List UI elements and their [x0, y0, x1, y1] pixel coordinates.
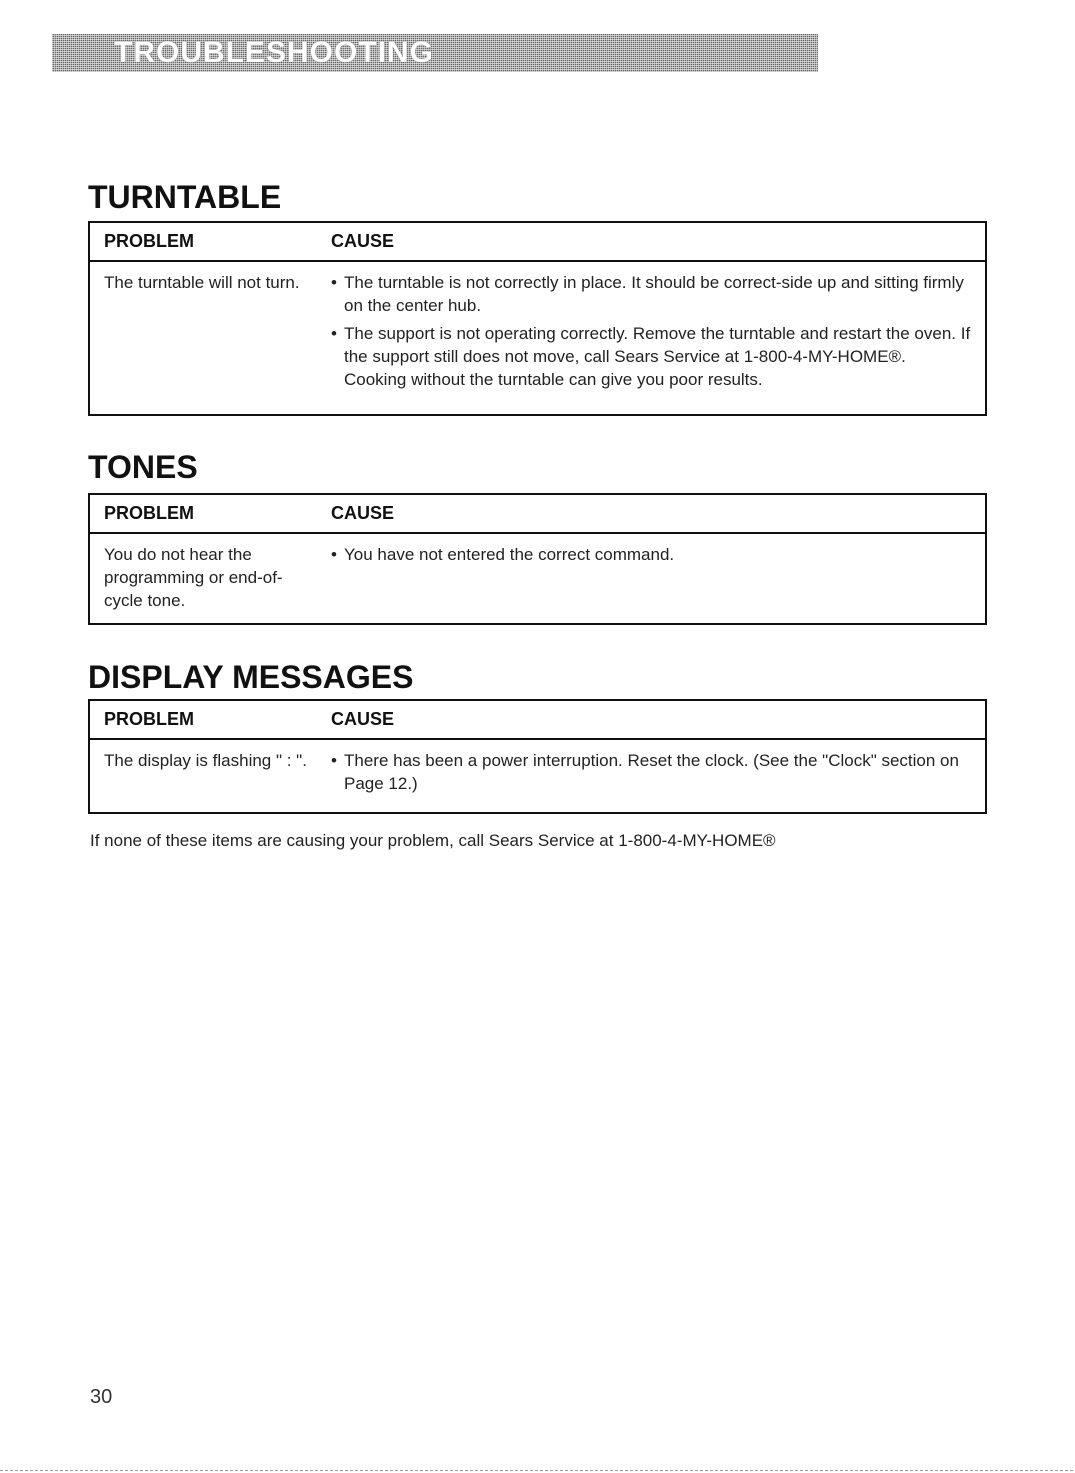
bottom-divider: [0, 1470, 1075, 1471]
footer-note: If none of these items are causing your problem, call Sears Service at 1-800-4-MY-HOME®: [90, 831, 776, 850]
cause-item: [331, 271, 971, 317]
problem-column-header: PROBLEM: [104, 503, 194, 523]
display-messages-table: [88, 699, 987, 814]
cause-column-header: CAUSE: [331, 503, 395, 523]
problem-text: The display is flashing " : ".: [104, 751, 307, 770]
cause-item: [331, 543, 971, 566]
header-banner: [52, 34, 818, 72]
page-number: 30: [90, 1386, 113, 1408]
bullet-icon: •: [331, 545, 337, 564]
cause-text: There has been a power interruption. Reset the clock. (See the "Clock" section on Page 12.): [344, 751, 959, 793]
bullet-icon: •: [331, 751, 337, 770]
cause-list: [331, 271, 971, 396]
table-header: [90, 701, 985, 740]
problem-text: You do not hear the programming or end-of-cycle tone.: [104, 545, 283, 610]
section-title-display-messages: DISPLAY MESSAGES: [88, 659, 414, 695]
cause-text: You have not entered the correct command.: [344, 545, 675, 564]
bullet-icon: •: [331, 273, 337, 292]
cause-item: [331, 749, 971, 795]
section-title-turntable: TURNTABLE: [88, 179, 282, 215]
problem-text: The turntable will not turn.: [104, 273, 300, 292]
turntable-table: [88, 221, 987, 416]
cause-column-header: CAUSE: [331, 709, 395, 729]
cause-column-header: CAUSE: [331, 231, 395, 251]
table-header: [90, 223, 985, 262]
cause-text: The support is not operating correctly. Remove the turntable and restart the oven. If the support still does not move, call Sears Service at 1-800-4-MY-HOME®. Cooking without the turntable can give you poor results.: [344, 324, 971, 389]
tones-table: [88, 493, 987, 625]
cause-text: The turntable is not correctly in place. It should be correct-side up and sitting firmly on the center hub.: [344, 273, 964, 315]
cause-list: [331, 543, 971, 571]
problem-column-header: PROBLEM: [104, 231, 194, 251]
cause-item: [331, 322, 971, 391]
table-header: [90, 495, 985, 534]
section-title-tones: TONES: [88, 449, 198, 485]
problem-column-header: PROBLEM: [104, 709, 194, 729]
bullet-icon: •: [331, 324, 337, 343]
cause-list: [331, 749, 971, 800]
header-title: TROUBLESHOOTING: [114, 36, 434, 69]
